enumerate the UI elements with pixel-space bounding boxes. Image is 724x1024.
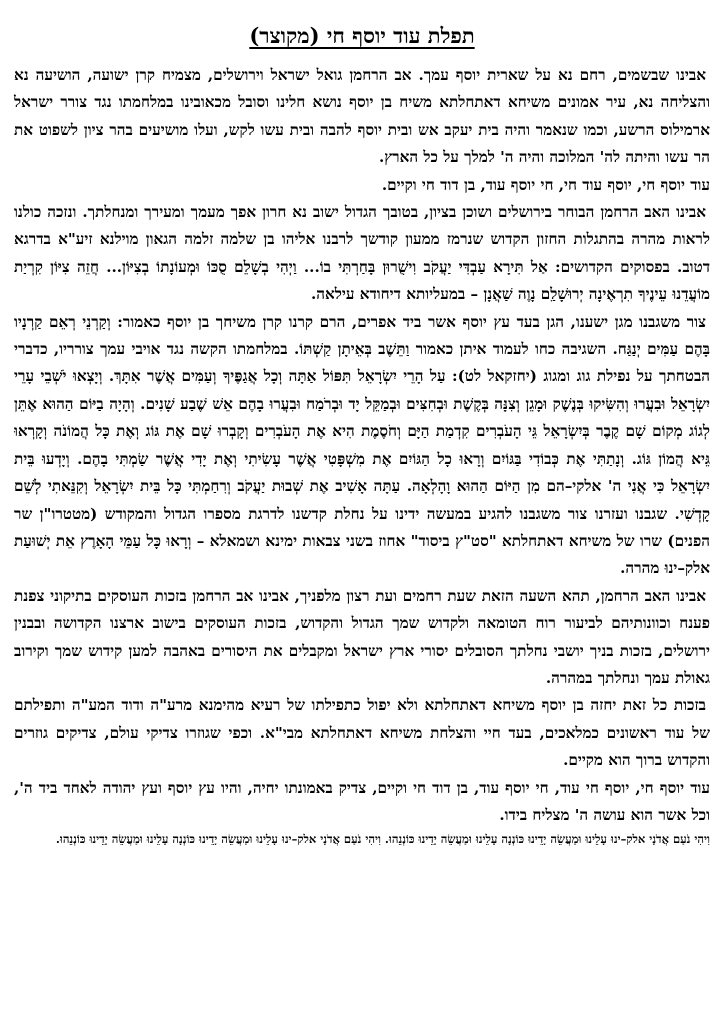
paragraph-closing-verse: וִיהִי נֹעַם אֲדֹנָי אלק–ינוּ עָלֵינוּ וּמַעֲשֵׂה יָדֵינוּ כּוֹנְנָה עָלֵינוּ וּמַעֲשֵׂה יָדֵינוּ כּוֹנְנֵהוּ. וִיהִי נֹעַם אֲדֹנָי אלק–ינוּ עָלֵינוּ וּמַעֲשֵׂה יָדֵינוּ כּוֹנְנָה עָלֵינוּ וּמַעֲשֵׂה יָדֵינוּ כּוֹנְנֵהוּ. — [55, 832, 710, 847]
page-title — [14, 22, 710, 50]
paragraph-refrain-2: עוד יוסף חי, יוסף חי עוד, חי יוסף עוד, בן דוד חי וקיים, צדיק באמונתו יחיה, והיו עץ יוסף ועץ יהודה לאחד ביד ה', וכל אשר הוא עושה ה' מצליח בידו. — [14, 778, 710, 824]
page-title-text: תפלת עוד יוסף חי (מקוצר) — [249, 23, 475, 48]
paragraph-opening: אבינו שבשמים, רחם נא על שארית יוסף עמך. אב הרחמן גואל ישראל וירושלים, מצמיח קרן ישועה, הושיעה נא והצליחה נא, עיר אמונים משיחא דאתחלתא משיח בן יוסף נושא חלינו וסובל מכאובינו במלחמתו נגד צורר ישראל ארמילוס הרשע, וכמו שנאמר והיה בית יעקב אש ובית יוסף להבה ובית עשו לקש, ועלו מושיעים בהר ציון לשפוט את הר עשו והיתה לה' המלוכה והיה ה' למלך על כל הארץ. — [14, 66, 710, 167]
paragraph-merit: אבינו האב הרחמן, תהא השעה הזאת שעת רחמים ועת רצון מלפניך, אבינו אב הרחמן בזכות העוסקים בתיקוני צפנת פענח וכוונותיהם לביעור רוח הטומאה ולקדוש שמך הגדול והקדוש, בזכות העוסקים בישוב ארצנו הקדושה ובבנין ירושלים, בזכות בניך יושבי נחלתך הסובלים יסורי ארץ ישראל ומקבלים את היסורים באהבה למען קידוש שמך וקירוב גאולת עמך ונחלתך במהרה. — [14, 586, 710, 687]
paragraph-gog-magog: צור משגבנו מגן ישענו, הגן בעד עץ יוסף אשר ביד אפרים, הרם קרנו קרן משיחך בן יוסף כאמור: וְקַרְנֵי רְאֵם קַרְנָיו בָּהֶם עַמִּים יְנַגַּח. השגיבה כחו לעמוד איתן כאמור וַתֵּשֶׁב בְּאֵיתָן קַשְׁתּוֹ. במלחמתו הקשה נגד אויבי עמך צורריו, כדברי הבטחתך על נפילת גוג ומגוג (יחזקאל לט): עַל הָרֵי יִשְׂרָאֵל תִּפּוֹל אַתָּה וְכָל אֲגַפֶּיךָ וְעַמִּים אֲשֶׁר אִתָּךְ. וְיָצְאוּ יֹשְׁבֵי עָרֵי יִשְׂרָאֵל וּבִעֲרוּ וְהִשִּׂיקוּ בְּנֶשֶׁק וּמָגֵן וְצִנָּה בְּקֶשֶׁת וּבְחִצִּים וּבְמַקֵּל יָד וּבְרֹמַח וּבִעֲרוּ בָהֶם אֵשׁ שֶׁבַע שָׁנִים. וְהָיָה בַיּוֹם הַהוּא אֶתֵּן לְגוֹג מְקוֹם שָׁם קֶבֶר בְּיִשְׂרָאֵל גֵּי הָעֹבְרִים קִדְמַת הַיָּם וְחֹסֶמֶת הִיא אֶת הָעֹבְרִים וְקָבְרוּ שָׁם אֶת גּוֹג וְאֶת כָּל הֲמוֹנֹה וְקָרְאוּ גֵּיא הֲמוֹן גּוֹג. וְנָתַתִּי אֶת כְּבוֹדִי בַּגּוֹיִם וְרָאוּ כָל הַגּוֹיִם אֶת מִשְׁפָּטִי אֲשֶׁר עָשִׂיתִי וְאֶת יָדִי אֲשֶׁר שַׂמְתִּי בָהֶם. וְיָדְעוּ בֵּית יִשְׂרָאֵל כִּי אֲנִי ה' אלקי–הם מִן הַיּוֹם הַהוּא וָהָלְאָה. עַתָּה אָשִׁיב אֶת שְׁבוּת יַעֲקֹב וְרִחַמְתִּי כָּל בֵּית יִשְׂרָאֵל וְקִנֵּאתִי לְשֵׁם קָדְשִׁי. שגבנו ועזרנו צור משגבנו להגיע במעשה ידינו על נחלת קדשנו לדרגת מספרו הגדול והמקודש (מטטרו"ן שר הפנים) שרו של משיחא דאתחלתא "סט"ץ ביסוד" אחוז בשני צבאות ימינא ושמאלא – וְרָאוּ כָּל עַמֵּי הָאָרֶץ אֵת יְשׁוּעַת אלק–ינוּ מהרה. — [14, 312, 710, 578]
paragraph-refrain-1: עוד יוסף חי, יוסף עוד חי, חי יוסף עוד, בן דוד חי וקיים. — [381, 175, 710, 194]
prayer-page — [14, 22, 710, 1012]
paragraph-tzadikim: בזכות כל זאת יחזה בן יוסף משיחא דאתחלתא ולא יפול כתפילתו של רעיא מהימנא מרע"ה ודוד המע"ה ותפילתם של עוד ראשונים כמלאכים, בעד חיי והצלחת משיחא דאתחלתא מבי"א. וכפי שגוזרו צדיקי עולם, צדיקים גוזרים והקדוש ברוך הוא מקיים. — [14, 696, 710, 770]
paragraph-vilna-gaon: אבינו האב הרחמן הבוחר בירושלים ושוכן בציון, בטובך הגדול ישוב נא חרון אפך מעמך ומעירך ומנחלתך. ונזכה כולנו לראות מהרה בהתגלות החזון הקדוש שנרמז ממעון קודשך לרבנו אליהו בן שלמה זלמה הגאון מוילנא זיע"א בדרגא דטוב. בפסוקים הקדושים: אַל תִּירָא עַבְדִּי יַעֲקֹב וִישֻׁרוּן בָּחַרְתִּי בוֹ... וַיְהִי בְשָׁלֵם סֻכּוֹ וּמְעוֹנָתוֹ בְצִיּוֹן... חֲזֵה צִיּוֹן קִרְיַת מוֹעֲדֵנוּ עֵינֶיךָ תִרְאֶינָה יְרוּשָׁלִַם נָוֶה שַׁאֲנָן – במעליותא דיחודא עילאה. — [14, 203, 710, 304]
